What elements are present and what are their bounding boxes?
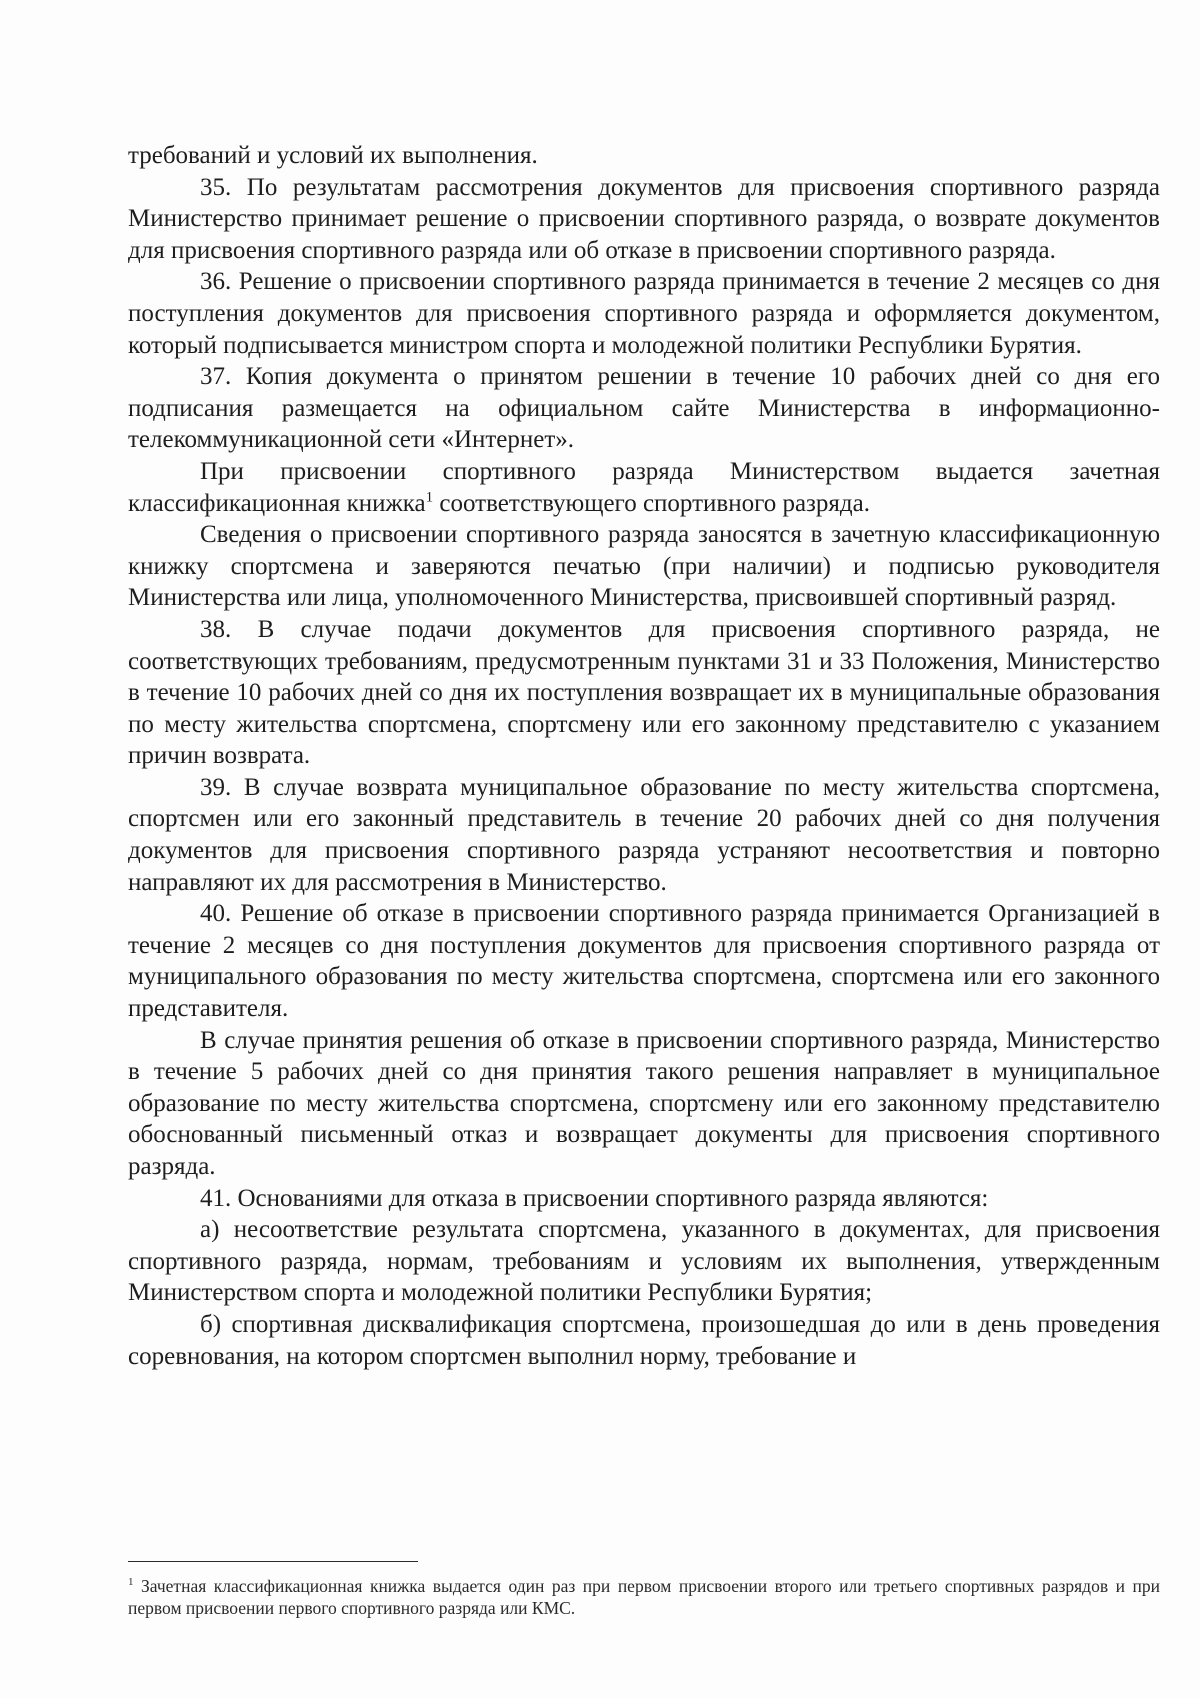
paragraph-39: 39. В случае возврата муниципальное образование по месту жительства спортсмена, спортсмен или его законный представитель в течение 20 рабочих дней со дня получения документов для присвоения спортивного разряда устраняют несоответствия и повторно направляют их для рассмотрения в Министерство. [128, 773, 1160, 896]
paragraph-continuation: требований и условий их выполнения. [128, 142, 538, 169]
paragraph-37: 37. Копия документа о принятом решении в течение 10 рабочих дней со дня его подписания размещается на официальном сайте Министерства в информационно-телекоммуникационной сети «Интернет». [128, 363, 1160, 454]
paragraph-36: 36. Решение о присвоении спортивного разряда принимается в течение 2 месяцев со дня поступления документов для присвоения спортивного разряда и оформляется документом, который подписывается министром спорта и молодежной политики Республики Бурятия. [128, 268, 1160, 359]
paragraph-40-refusal: В случае принятия решения об отказе в присвоении спортивного разряда, Министерство в течение 5 рабочих дней со дня принятия такого решения направляет в муниципальное образование по месту жительства спортсмена, спортсмену или его законному представителю обоснованный письменный отказ и возвращает документы для присвоения спортивного разряда. [128, 1026, 1160, 1180]
paragraph-37-book-issue [128, 456, 1160, 519]
paragraph-38: 38. В случае подачи документов для присвоения спортивного разряда, не соответствующих требованиям, предусмотренным пунктами 31 и 33 Положения, Министерство в течение 10 рабочих дней со дня их поступления возвращает их в муниципальные образования по месту жительства спортсмена, спортсмену или его законному представителю с указанием причин возврата. [128, 615, 1160, 770]
footnote-reference: 1 [425, 489, 434, 506]
footnote-marker: 1 [128, 1576, 134, 1589]
footnote-divider [128, 1561, 418, 1562]
footnote-text: Зачетная классификационная книжка выдается один раз при первом присвоении второго или третьего спортивных разрядов и при первом присвоении первого спортивного разряда или КМС. [128, 1576, 1160, 1618]
paragraph-40: 40. Решение об отказе в присвоении спортивного разряда принимается Организацией в течение 2 месяцев со дня поступления документов для присвоения спортивного разряда от муниципального образования по месту жительства спортсмена, спортсмена или его законного представителя. [128, 900, 1160, 1023]
footnote [128, 1575, 1160, 1619]
document-body [128, 140, 1160, 1372]
paragraph-text: соответствующего спортивного разряда. [433, 489, 870, 517]
paragraph-37-records: Сведения о присвоении спортивного разряда заносятся в зачетную классификационную книжку спортсмена и заверяются печатью (при наличии) и подписью руководителя Министерства или лица, уполномоченного Министерства, присвоившей спортивный разряд. [128, 521, 1160, 612]
paragraph-41: 41. Основаниями для отказа в присвоении спортивного разряда являются: [200, 1184, 989, 1212]
paragraph-41-a: а) несоответствие результата спортсмена, указанного в документах, для присвоения спортивного разряда, нормам, требованиям и условиям их выполнения, утвержденным Министерством спорта и молодежной политики Республики Бурятия; [128, 1216, 1160, 1307]
paragraph-text: При присвоении спортивного разряда Министерством выдается зачетная классификационная книжка [128, 457, 1160, 517]
paragraph-35: 35. По результатам рассмотрения документов для присвоения спортивного разряда Министерство принимает решение о присвоении спортивного разряда, о возврате документов для присвоения спортивного разряда или об отказе в присвоении спортивного разряда. [128, 173, 1160, 264]
paragraph-41-b: б) спортивная дисквалификация спортсмена, произошедшая до или в день проведения соревнования, на котором спортсмен выполнил норму, требование и [128, 1310, 1160, 1370]
